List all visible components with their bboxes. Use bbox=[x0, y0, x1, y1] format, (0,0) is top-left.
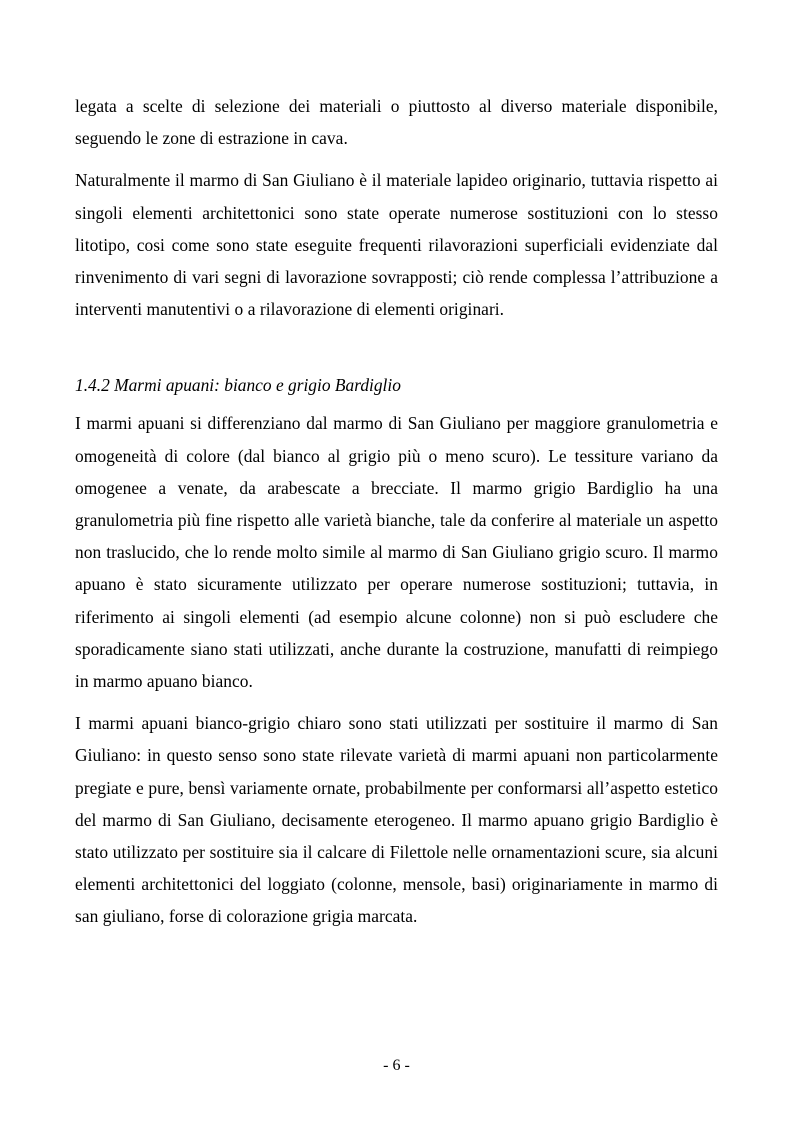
page-number: - 6 - bbox=[383, 1057, 410, 1074]
section-heading: 1.4.2 Marmi apuani: bianco e grigio Bardiglio bbox=[75, 375, 401, 396]
page-body bbox=[75, 90, 718, 933]
paragraph-san-giuliano: Naturalmente il marmo di San Giuliano è il materiale lapideo originario, tuttavia rispetto ai singoli elementi architettonici sono state operate numerose sostituzioni con lo stesso litotipo, cosi come sono state eseguite frequenti rilavorazioni superficiali evidenziate dal rinvenimento di vari segni di lavorazione sovrapposti; ciò rende complessa l’attribuzione a interventi manutentivi o a rilavorazione di elementi originari. bbox=[75, 170, 718, 320]
paragraph-bianco-grigio: I marmi apuani bianco-grigio chiaro sono stati utilizzati per sostituire il marmo di San Giuliano: in questo senso sono state rilevate varietà di marmi apuani non particolarmente pregiate e pure, bensì variamente ornate, probabilmente per conformarsi all’aspetto estetico del marmo di San Giuliano, decisamente eterogeneo. Il marmo apuano grigio Bardiglio è stato utilizzato per sostituire sia il calcare di Filettole nelle ornamentazioni scure, sia alcuni elementi architettonici del loggiato (colonne, mensole, basi) originariamente in marmo di san giuliano, forse di colorazione grigia marcata. bbox=[75, 713, 718, 927]
paragraph-marmi-apuani: I marmi apuani si differenziano dal marmo di San Giuliano per maggiore granulometria e omogeneità di colore (dal bianco al grigio più o meno scuro). Le tessiture variano da omogenee a venate, da arabescate a brecciate. Il marmo grigio Bardiglio ha una granulometria più fine rispetto alle varietà bianche, tale da conferire al materiale un aspetto non traslucido, che lo rende molto simile al marmo di San Giuliano grigio scuro. Il marmo apuano è stato sicuramente utilizzato per operare numerose sostituzioni; tuttavia, in riferimento ai singoli elementi (ad esempio alcune colonne) non si può escludere che sporadicamente siano stati utilizzati, anche durante la costruzione, manufatti di reimpiego in marmo apuano bianco. bbox=[75, 413, 718, 692]
paragraph-continuation: legata a scelte di selezione dei materiali o piuttosto al diverso materiale disponibile, seguendo le zone di estrazione in cava. bbox=[75, 96, 718, 149]
